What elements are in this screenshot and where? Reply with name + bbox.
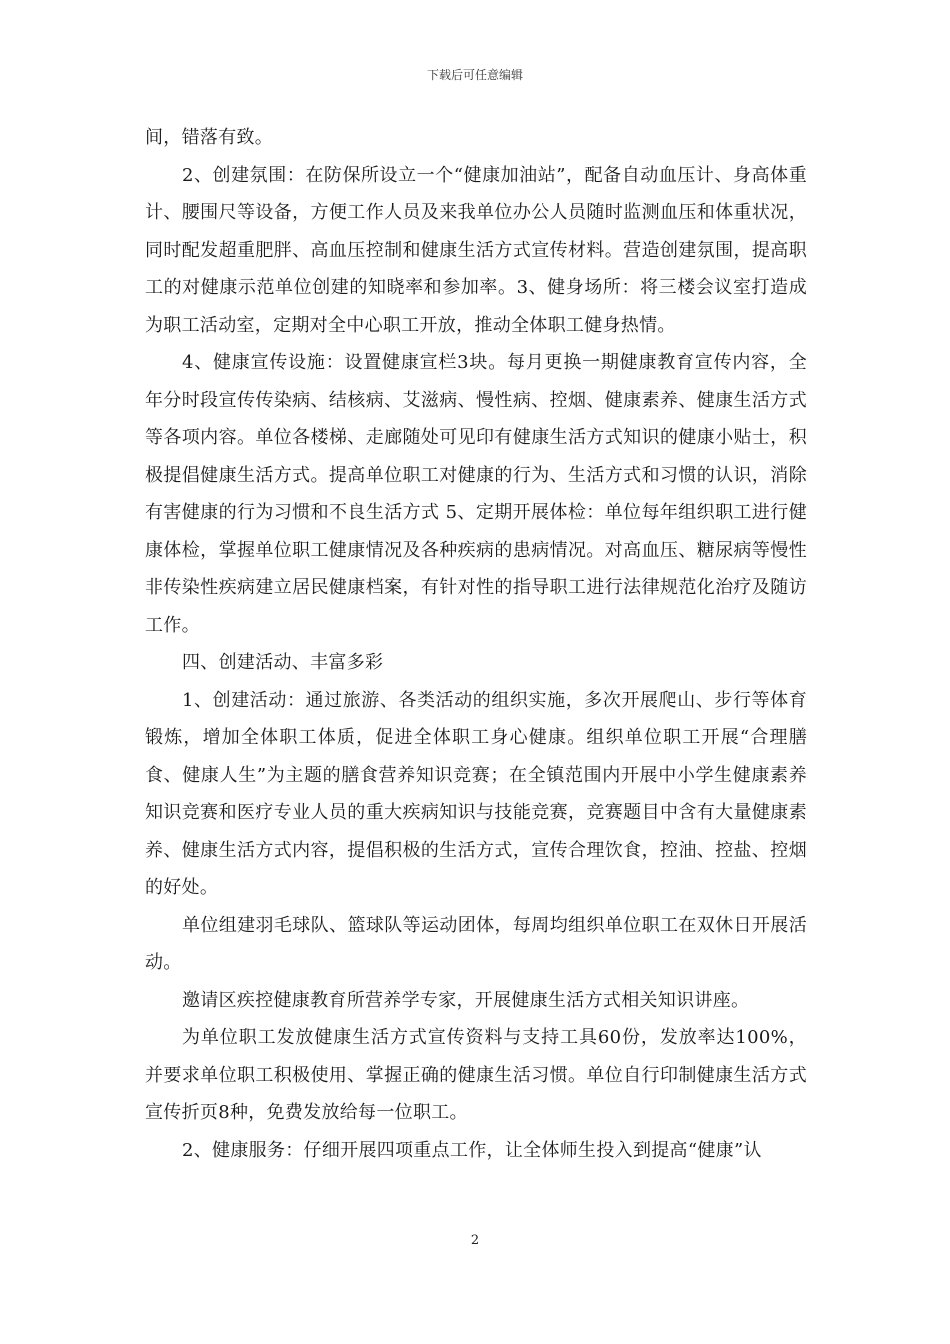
section-heading: 四、创建活动、丰富多彩: [182, 652, 384, 673]
paragraph: 1、创建活动：通过旅游、各类活动的组织实施，多次开展爬山、步行等体育锻炼，增加全体职工体质，促进全体职工身心健康。组织单位职工开展“合理膳食、健康人生”为主题的膳食营养知识竞赛；在全镇范围内开展中小学生健康素养知识竞赛和医疗专业人员的重大疾病知识与技能竞赛，竞赛题目中含有大量健康素养、健康生活方式内容，提倡积极的生活方式，宣传合理饮食，控油、控盐、控烟的好处。: [145, 689, 807, 898]
paragraph: 2、创建氛围：在防保所设立一个“健康加油站”，配备自动血压计、身高体重计、腰围尺等设备，方便工作人员及来我单位办公人员随时监测血压和体重状况，同时配发超重肥胖、高血压控制和健康生活方式宣传材料。营造创建氛围，提高职工的对健康示范单位创建的知晓率和参加率。3、健身场所：将三楼会议室打造成为职工活动室，定期对全中心职工开放，推动全体职工健身热情。: [145, 164, 807, 336]
paragraph: 邀请区疾控健康教育所营养学专家，开展健康生活方式相关知识讲座。: [182, 989, 750, 1011]
paragraph: 单位组建羽毛球队、篮球队等运动团体，每周均组织单位职工在双休日开展活动。: [145, 914, 807, 973]
paragraph: 4、健康宣传设施：设置健康宣栏3块。每月更换一期健康教育宣传内容，全年分时段宣传传染病、结核病、艾滋病、慢性病、控烟、健康素养、健康生活方式等各项内容。单位各楼梯、走廊随处可见印有健康生活方式知识的健康小贴士，积极提倡健康生活方式。提高单位职工对健康的行为、生活方式和习惯的认识，消除有害健康的行为习惯和不良生活方式 5、定期开展体检：单位每年组织职工进行健康体检，掌握单位职工健康情况及各种疾病的患病情况。对高血压、糖尿病等慢性非传染性疾病建立居民健康档案，有针对性的指导职工进行法律规范化治疗及随访工作。: [145, 352, 807, 636]
paragraph: 2、健康服务：仔细开展四项重点工作，让全体师生投入到提高“健康”认: [182, 1139, 762, 1161]
paragraph: 为单位职工发放健康生活方式宣传资料与支持工具60份，发放率达100%，并要求单位职工积极使用、掌握正确的健康生活习惯。单位自行印制健康生活方式宣传折页8种，免费发放给每一位职工。: [145, 1027, 807, 1123]
paragraph: 间，错落有致。: [145, 127, 274, 148]
page-header: 下载后可任意编辑: [426, 68, 523, 82]
page-number: 2: [470, 1233, 480, 1248]
document-body: [145, 119, 807, 1169]
